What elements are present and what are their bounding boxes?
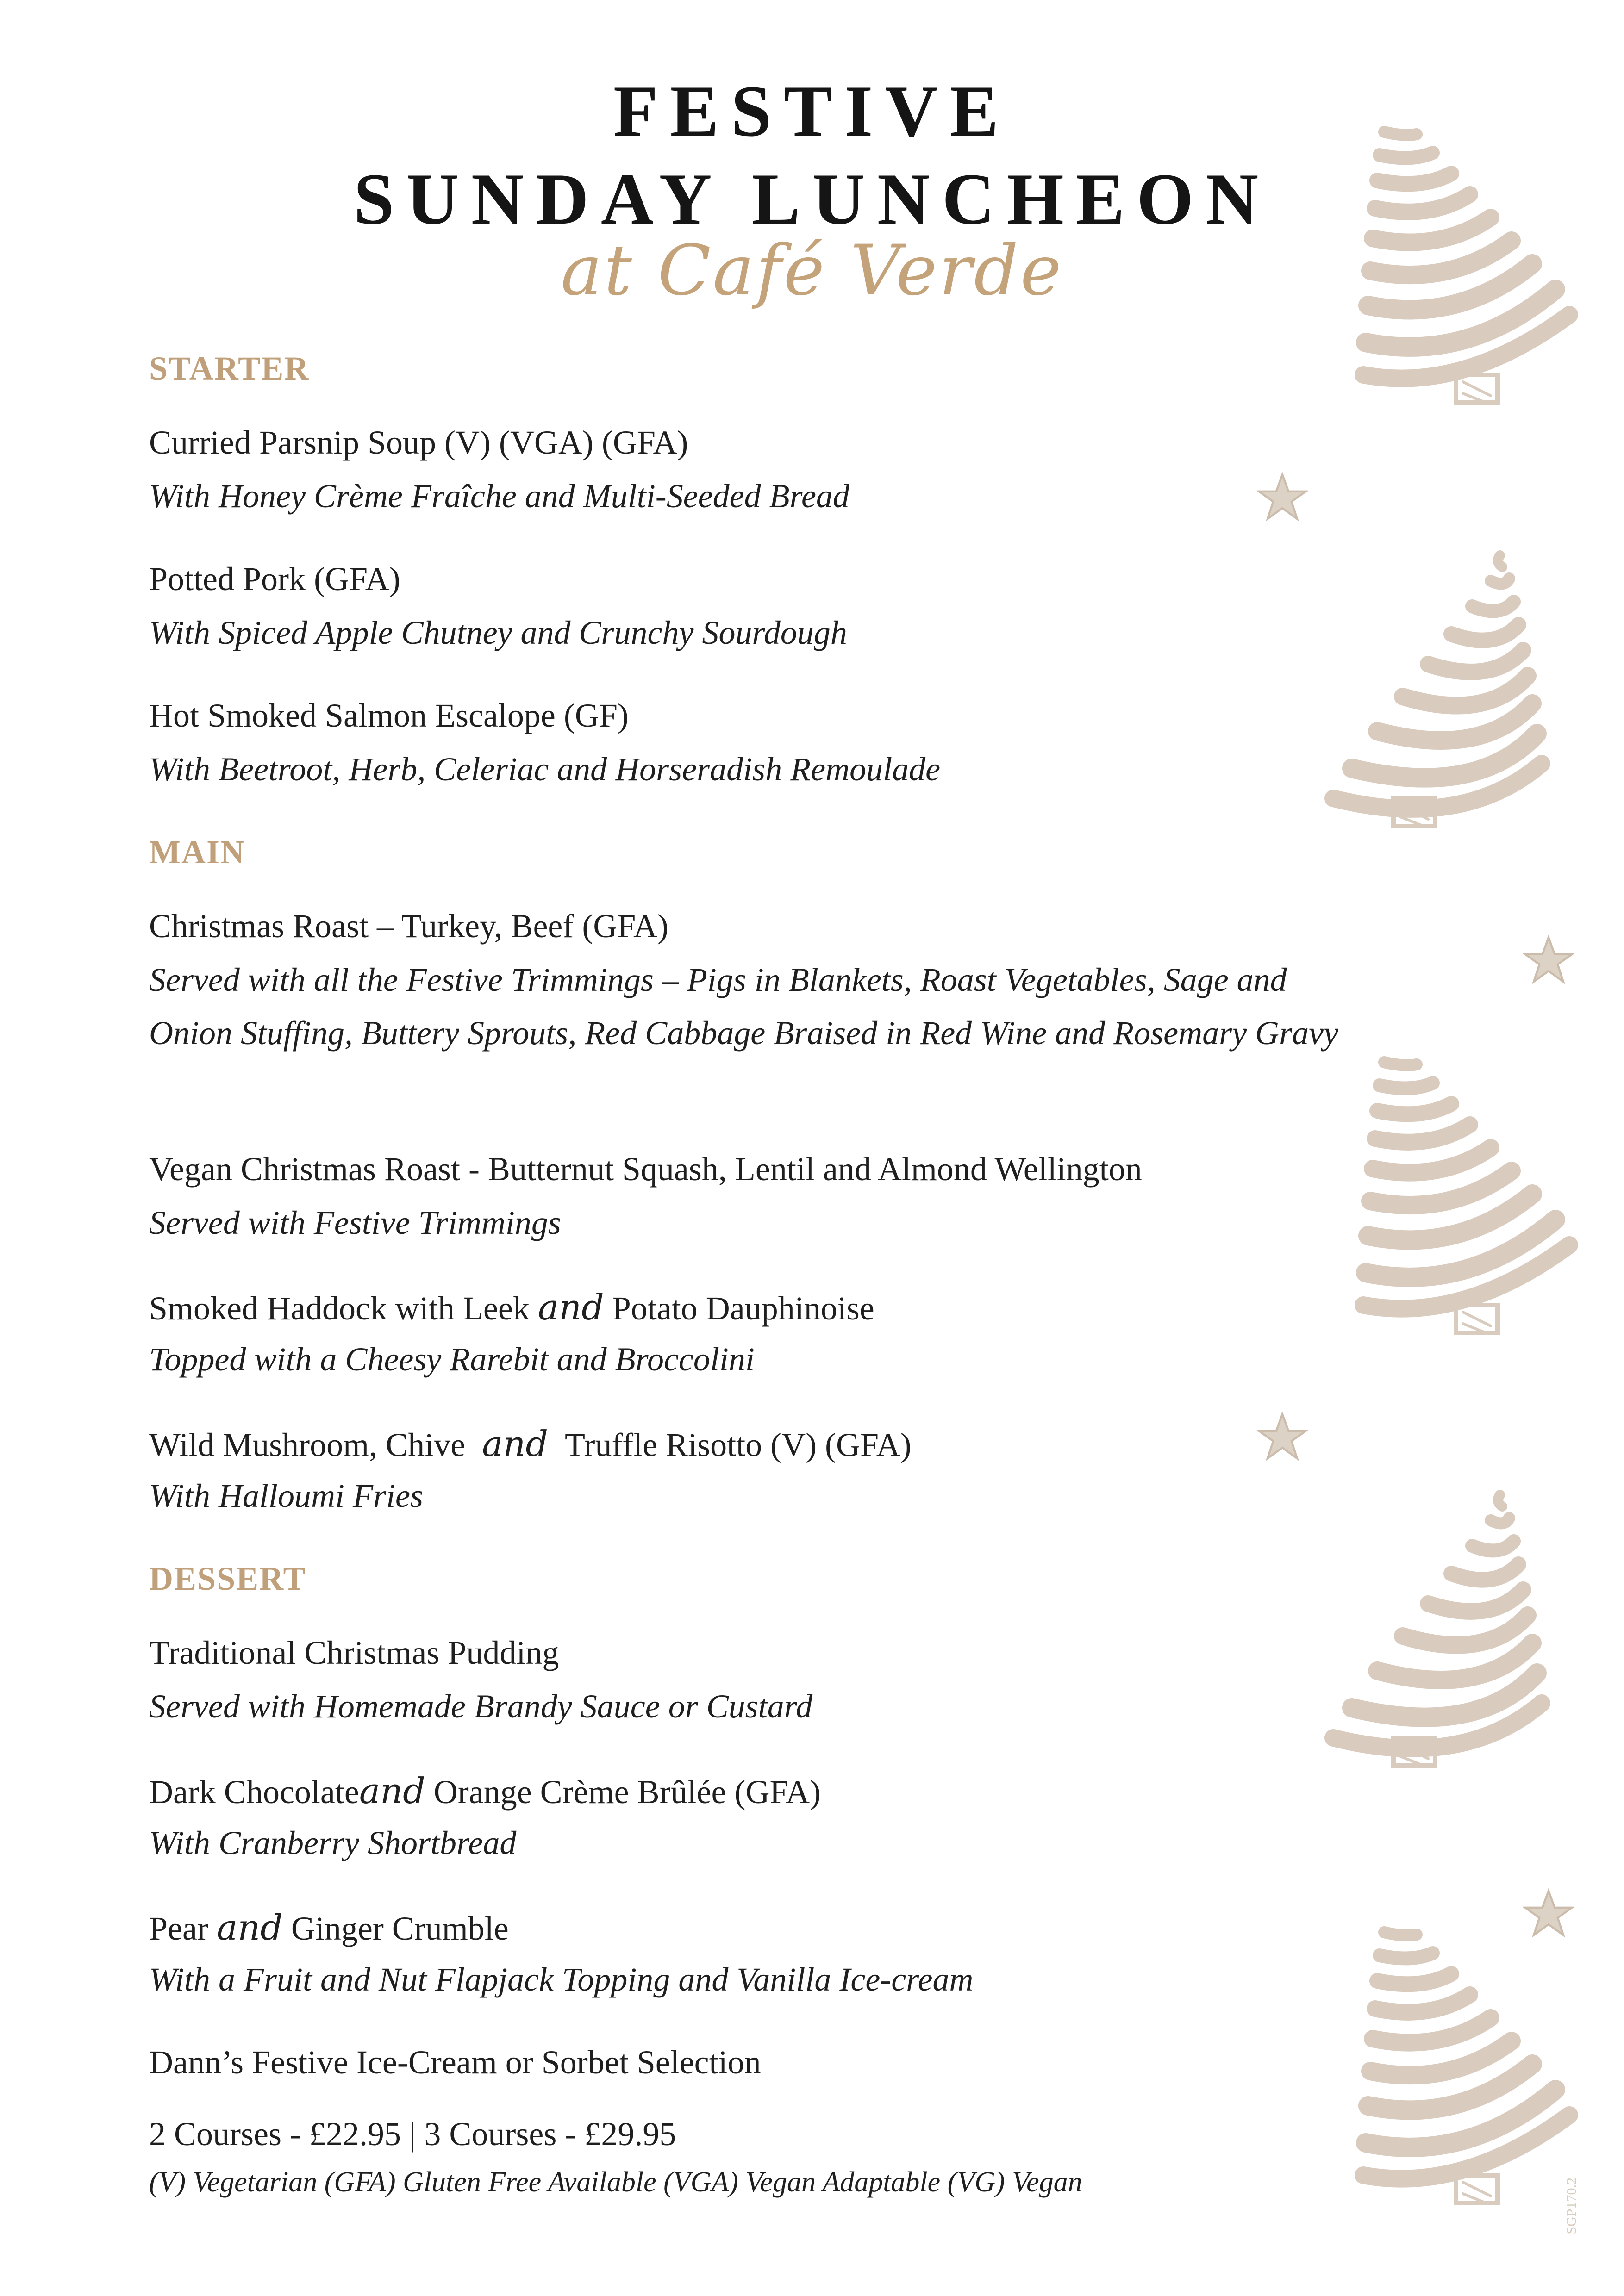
dish-description: With a Fruit and Nut Flapjack Topping and Vanilla Ice-cream: [149, 1961, 974, 1998]
dietary-legend: (V) Vegetarian (GFA) Gluten Free Available (VGA) Vegan Adaptable (VG) Vegan: [149, 2166, 1082, 2198]
dish-name: Potted Pork (GFA): [149, 560, 400, 597]
star-icon: [1257, 472, 1308, 523]
dish-description: With Beetroot, Herb, Celeriac and Horseradish Remoulade: [149, 751, 941, 788]
dish-name: Traditional Christmas Pudding: [149, 1634, 559, 1671]
subtitle: at Café Verde: [561, 230, 1063, 311]
dish-name: Dann’s Festive Ice-Cream or Sorbet Selection: [149, 2044, 761, 2081]
title-line-1: FESTIVE: [613, 71, 1011, 152]
dish-name: Hot Smoked Salmon Escalope (GF): [149, 697, 629, 734]
dish-name-part: Wild Mushroom, Chive: [149, 1426, 466, 1463]
section-heading-main: MAIN: [149, 834, 245, 871]
dish-name-part: Orange Crème Brûlée (GFA): [433, 1773, 821, 1811]
christmas-tree-icon: [1324, 546, 1565, 847]
title-line-2: SUNDAY LUNCHEON: [353, 159, 1271, 240]
dish-name: [149, 1423, 912, 1464]
section-heading-starter: STARTER: [149, 350, 310, 387]
christmas-tree-icon: [1352, 1916, 1583, 2212]
dish-name-part: Ginger Crumble: [291, 1910, 509, 1947]
dish-description: Served with Festive Trimmings: [149, 1204, 561, 1241]
section-heading-dessert: DESSERT: [149, 1560, 306, 1597]
dish-name-part: Dark Chocolate: [149, 1773, 359, 1811]
christmas-tree-icon: [1352, 116, 1583, 412]
dish-name: [149, 1770, 821, 1811]
price-line: 2 Courses - £22.95 | 3 Courses - £29.95: [149, 2116, 676, 2153]
dish-description: Served with all the Festive Trimmings – Pigs in Blankets, Roast Vegetables, Sage and Onion Stuffing, Buttery Sprouts, Red Cabbage Braised in Red Wine and Rosemary Gravy: [149, 961, 1338, 1052]
christmas-tree-icon: [1324, 1486, 1565, 1786]
dish-name-part: Potato Dauphinoise: [612, 1290, 874, 1327]
and-script: and: [216, 1907, 283, 1948]
dish-name-part: Pear: [149, 1910, 208, 1947]
dish-description: With Honey Crème Fraîche and Multi-Seeded Bread: [149, 478, 849, 515]
dish-name: Vegan Christmas Roast - Butternut Squash, Lentil and Almond Wellington: [149, 1151, 1142, 1188]
dish-name: [149, 1907, 509, 1948]
dish-description: With Cranberry Shortbread: [149, 1824, 517, 1861]
and-script: and: [482, 1423, 549, 1464]
dish-name: [149, 1287, 874, 1328]
dish-name-part: Truffle Risotto (V) (GFA): [565, 1426, 912, 1463]
and-script: and: [359, 1770, 425, 1811]
dish-description: With Halloumi Fries: [149, 1477, 423, 1514]
dish-name-part: Smoked Haddock with Leek: [149, 1290, 530, 1327]
dish-name: Christmas Roast – Turkey, Beef (GFA): [149, 908, 668, 945]
print-code: SGP170.2: [1564, 2178, 1579, 2234]
dish-name: Curried Parsnip Soup (V) (VGA) (GFA): [149, 424, 688, 461]
dish-description: With Spiced Apple Chutney and Crunchy Sourdough: [149, 614, 847, 651]
christmas-tree-icon: [1352, 1046, 1583, 1342]
and-script: and: [537, 1287, 604, 1328]
star-icon: [1523, 935, 1574, 986]
star-icon: [1257, 1412, 1308, 1462]
star-icon: [1523, 1888, 1574, 1939]
dish-description: Topped with a Cheesy Rarebit and Broccolini: [149, 1341, 755, 1378]
dish-description: Served with Homemade Brandy Sauce or Custard: [149, 1688, 813, 1725]
